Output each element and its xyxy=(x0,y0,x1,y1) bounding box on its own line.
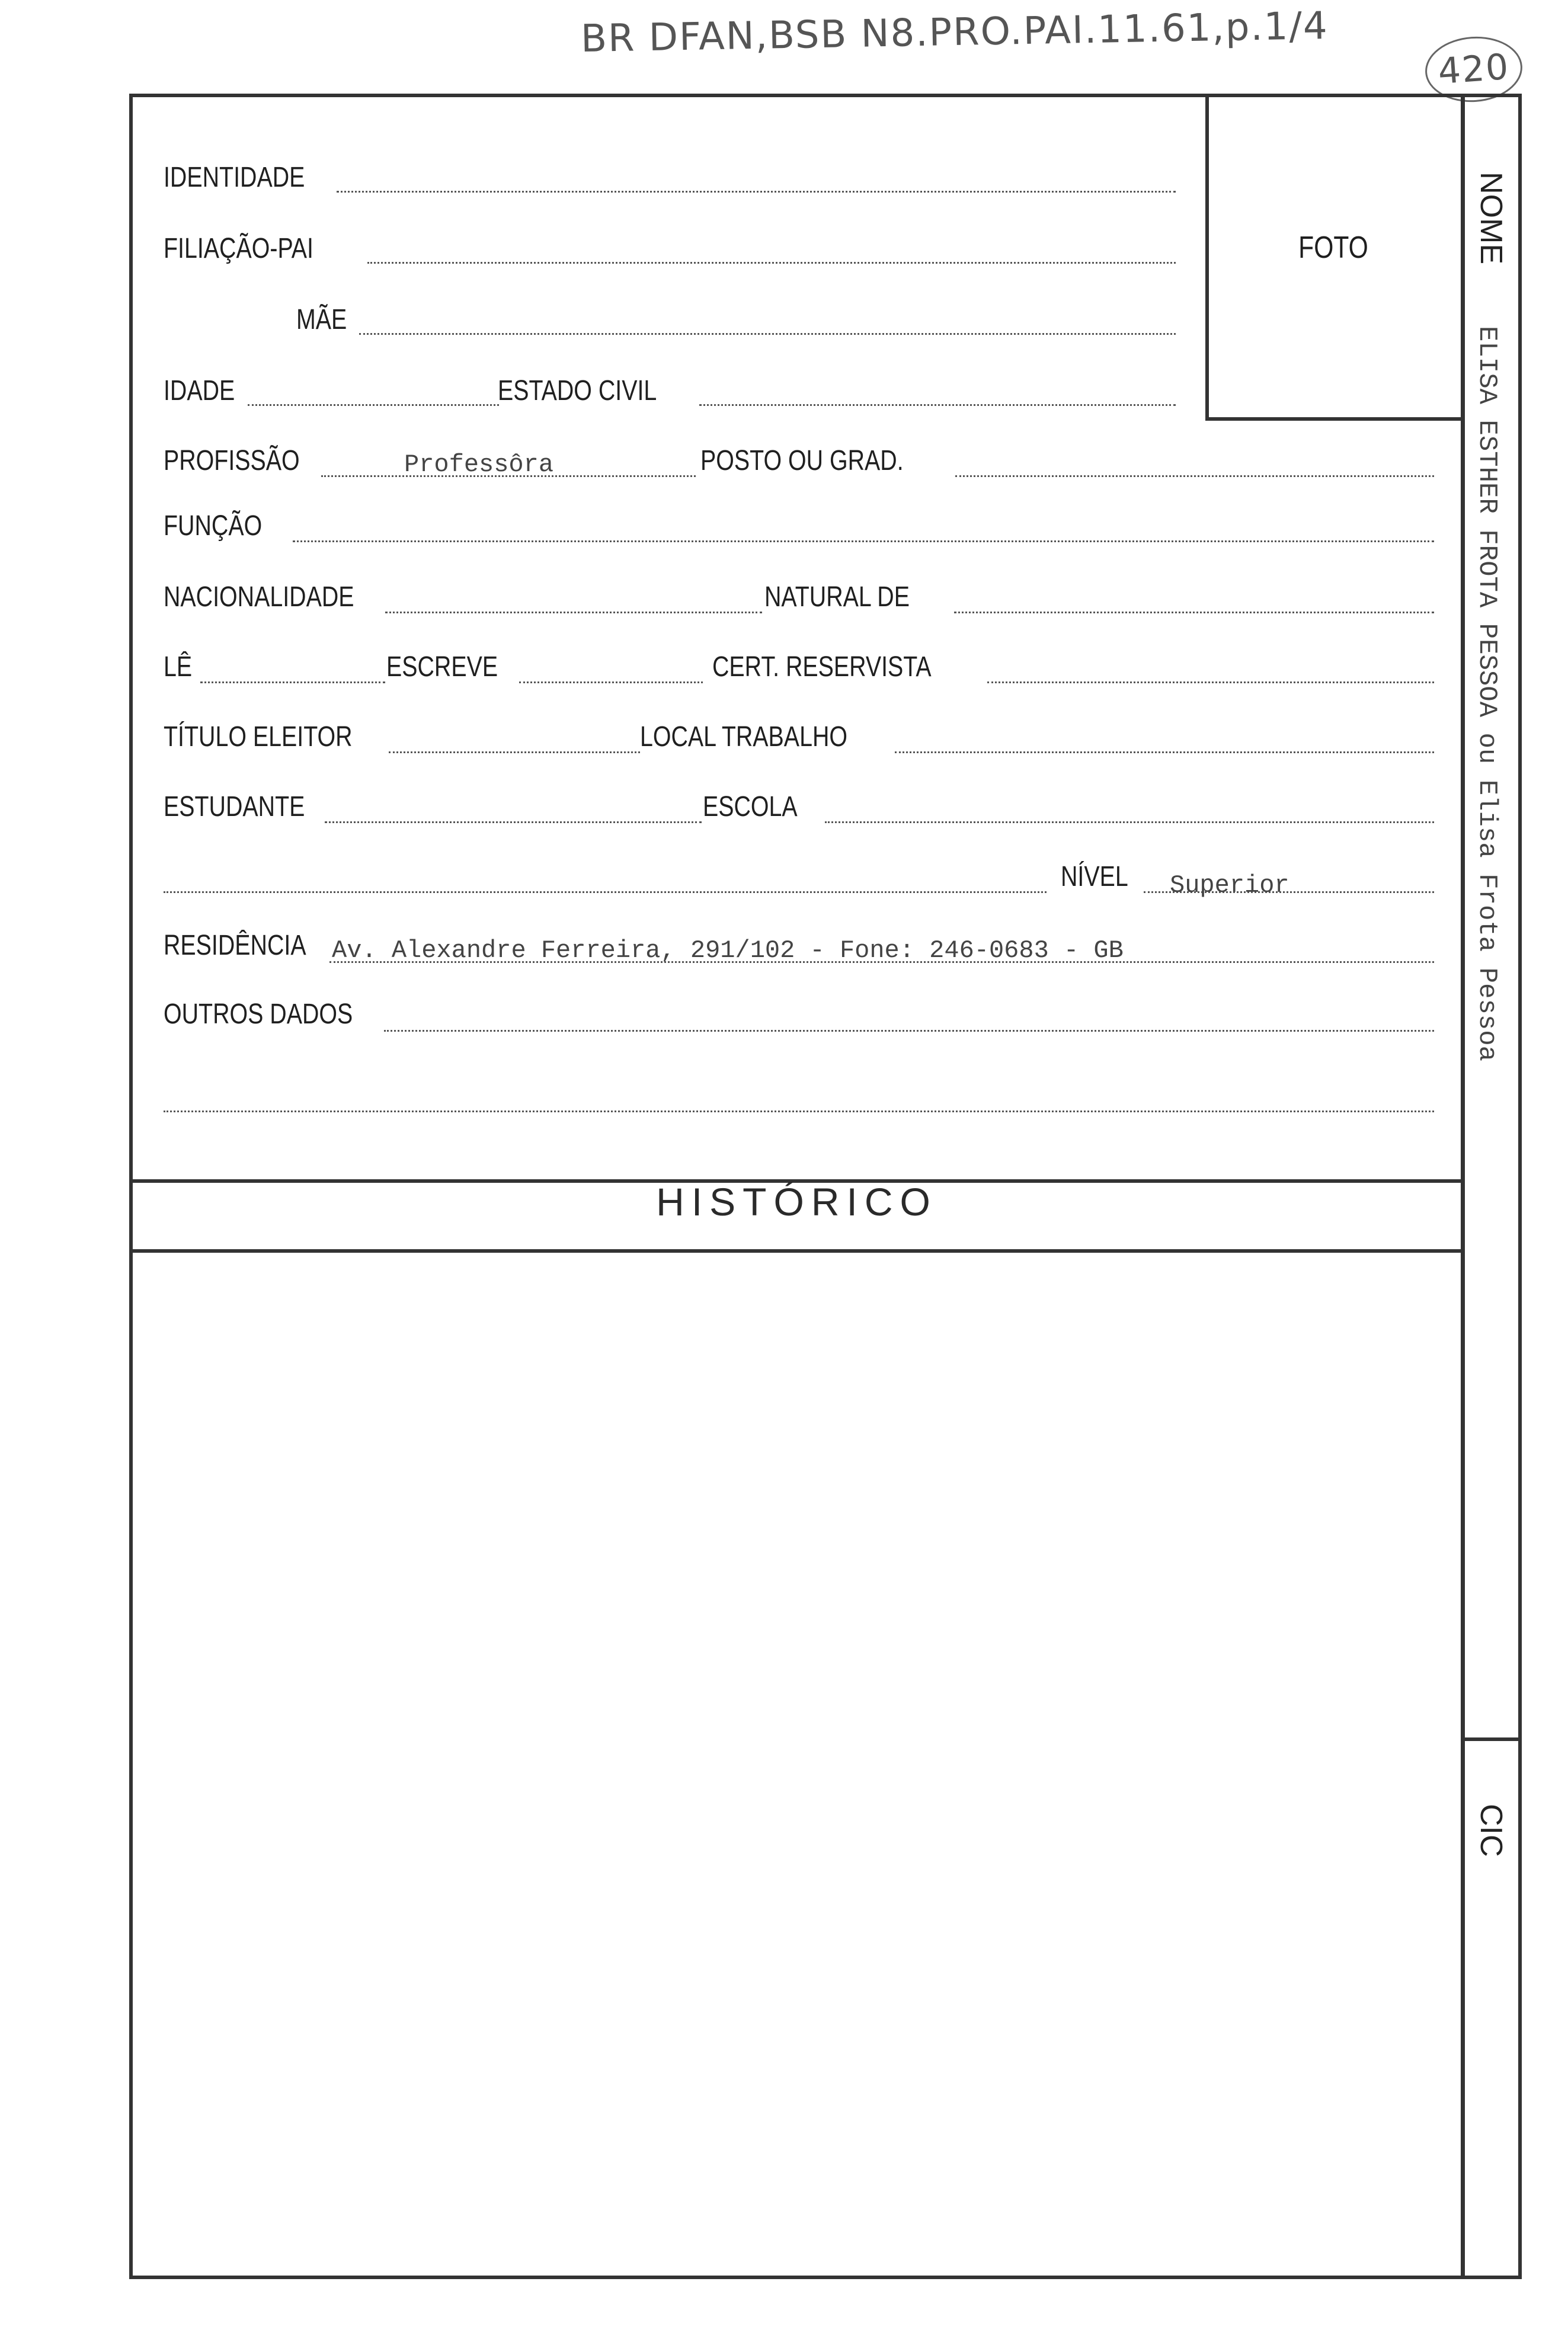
outros-dados-continuation-field[interactable] xyxy=(164,1111,1434,1112)
cert-reservista-field[interactable] xyxy=(987,681,1434,683)
identidade-label: IDENTIDADE xyxy=(164,162,305,193)
le-field[interactable] xyxy=(200,681,385,683)
local-trabalho-label: LOCAL TRABALHO xyxy=(640,721,847,753)
residencia-label: RESIDÊNCIA xyxy=(164,930,306,961)
photo-box-left-border xyxy=(1205,95,1209,421)
le-label: LÊ xyxy=(164,651,193,683)
historico-area[interactable] xyxy=(133,1253,1460,2276)
escreve-field[interactable] xyxy=(519,681,703,683)
cic-label: CIC xyxy=(1474,1804,1508,1857)
titulo-eleitor-field[interactable] xyxy=(389,751,640,753)
estado-civil-label: ESTADO CIVIL xyxy=(498,375,657,407)
natural-field[interactable] xyxy=(954,612,1434,613)
estudante-field[interactable] xyxy=(325,821,702,823)
profissao-label: PROFISSÃO xyxy=(164,445,300,476)
estado-civil-field[interactable] xyxy=(699,404,1176,406)
page-number-stamp: 420 xyxy=(1423,33,1524,105)
outros-dados-field[interactable] xyxy=(384,1030,1434,1032)
natural-label: NATURAL DE xyxy=(764,581,910,613)
identidade-field[interactable] xyxy=(337,191,1176,193)
idade-label: IDADE xyxy=(164,375,235,407)
idade-field[interactable] xyxy=(248,404,499,406)
mae-label: MÃE xyxy=(296,304,347,335)
profissao-value: Professôra xyxy=(404,450,554,479)
funcao-field[interactable] xyxy=(293,540,1434,542)
photo-box-label: FOTO xyxy=(1298,231,1368,265)
escola-label: ESCOLA xyxy=(703,791,798,823)
nacionalidade-label: NACIONALIDADE xyxy=(164,581,354,613)
posto-field[interactable] xyxy=(955,475,1434,477)
nivel-value: Superior xyxy=(1170,871,1289,900)
historico-heading: HISTÓRICO xyxy=(656,1180,937,1224)
filiacao-pai-label: FILIAÇÃO-PAI xyxy=(164,233,313,264)
nome-value: ELISA ESTHER FROTA PESSOA ou Elisa Frota Pessoa xyxy=(1472,326,1502,1062)
cert-reservista-label: CERT. RESERVISTA xyxy=(712,651,932,683)
filiacao-pai-field[interactable] xyxy=(367,262,1176,264)
nome-label: NOME xyxy=(1474,172,1508,264)
nacionalidade-field[interactable] xyxy=(385,612,762,613)
titulo-eleitor-label: TÍTULO ELEITOR xyxy=(164,721,353,753)
funcao-label: FUNÇÃO xyxy=(164,510,263,542)
nivel-label: NÍVEL xyxy=(1061,861,1128,892)
outros-dados-label: OUTROS DADOS xyxy=(164,999,353,1030)
escola-field[interactable] xyxy=(825,821,1434,823)
cic-divider xyxy=(1463,1737,1522,1741)
archive-reference: BR DFAN,BSB N8.PRO.PAI.11.61,p.1/4 xyxy=(580,4,1329,62)
estudante-label: ESTUDANTE xyxy=(164,791,305,823)
residencia-value: Av. Alexandre Ferreira, 291/102 - Fone: 246-0683 - GB xyxy=(332,936,1124,965)
escreve-label: ESCREVE xyxy=(386,651,498,683)
photo-box-bottom-border xyxy=(1205,417,1463,421)
posto-label: POSTO OU GRAD. xyxy=(700,445,904,476)
mae-field[interactable] xyxy=(359,333,1176,335)
escola-continuation-field[interactable] xyxy=(164,891,1047,893)
local-trabalho-field[interactable] xyxy=(895,751,1434,753)
